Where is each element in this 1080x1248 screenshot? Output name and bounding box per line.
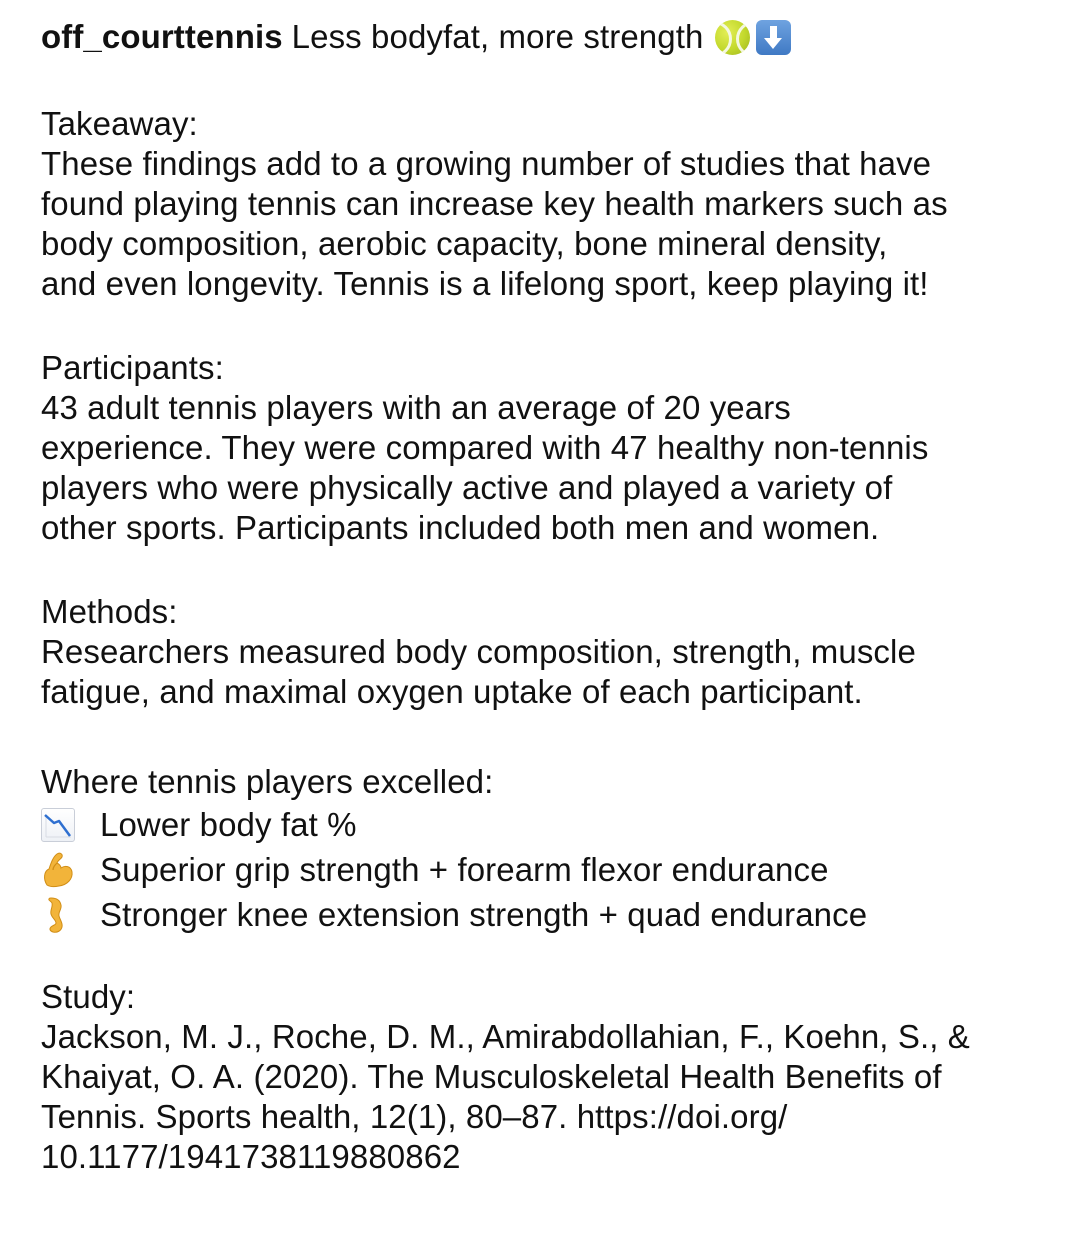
username-link[interactable]: off_courttennis xyxy=(41,18,283,55)
flexed-biceps-icon xyxy=(41,851,75,889)
tennis-ball-icon xyxy=(715,20,750,55)
excelled-list xyxy=(41,802,1051,937)
caption-headline: Less bodyfat, more strength xyxy=(291,18,704,55)
excelled-item-text: Lower body fat % xyxy=(100,805,357,843)
excelled-item-text: Stronger knee extension strength + quad endurance xyxy=(100,895,868,933)
excelled-item-text: Superior grip strength + forearm flexor endurance xyxy=(100,850,829,888)
caption-header xyxy=(41,14,1051,60)
excelled-title: Where tennis players excelled: xyxy=(41,763,494,800)
study-title: Study: xyxy=(41,978,136,1015)
down-arrow-icon xyxy=(756,20,791,55)
participants-line: other sports. Participants included both men and women. xyxy=(41,509,880,546)
excelled-item xyxy=(41,847,1051,892)
methods-line: Researchers measured body composition, strength, muscle xyxy=(41,633,916,670)
participants-line: players who were physically active and played a variety of xyxy=(41,469,893,506)
participants-line: 43 adult tennis players with an average of 20 years xyxy=(41,389,791,426)
excelled-item xyxy=(41,802,1051,847)
takeaway-line: These findings add to a growing number of studies that have xyxy=(41,145,932,182)
takeaway-title: Takeaway: xyxy=(41,105,198,142)
methods-title: Methods: xyxy=(41,593,178,630)
takeaway-line: body composition, aerobic capacity, bone mineral density, xyxy=(41,225,888,262)
takeaway-line: and even longevity. Tennis is a lifelong sport, keep playing it! xyxy=(41,265,929,302)
participants-body xyxy=(41,388,1051,548)
methods-line: fatigue, and maximal oxygen uptake of each participant. xyxy=(41,673,863,710)
study-line: Jackson, M. J., Roche, D. M., Amirabdollahian, F., Koehn, S., & xyxy=(41,1018,970,1055)
study-line: Khaiyat, O. A. (2020). The Musculoskeletal Health Benefits of xyxy=(41,1058,942,1095)
study-line[interactable]: Tennis. Sports health, 12(1), 80–87. https://doi.org/ xyxy=(41,1098,788,1135)
takeaway-line: found playing tennis can increase key health markers such as xyxy=(41,185,948,222)
excelled-item xyxy=(41,892,1051,937)
chart-decreasing-icon xyxy=(41,808,75,842)
participants-title: Participants: xyxy=(41,349,224,386)
participants-line: experience. They were compared with 47 healthy non-tennis xyxy=(41,429,929,466)
takeaway-body xyxy=(41,144,1051,304)
methods-body xyxy=(41,632,1051,712)
leg-icon xyxy=(41,896,75,934)
post-caption xyxy=(41,14,1051,1177)
study-body xyxy=(41,1017,1051,1177)
study-line[interactable]: 10.1177/1941738119880862 xyxy=(41,1138,461,1175)
